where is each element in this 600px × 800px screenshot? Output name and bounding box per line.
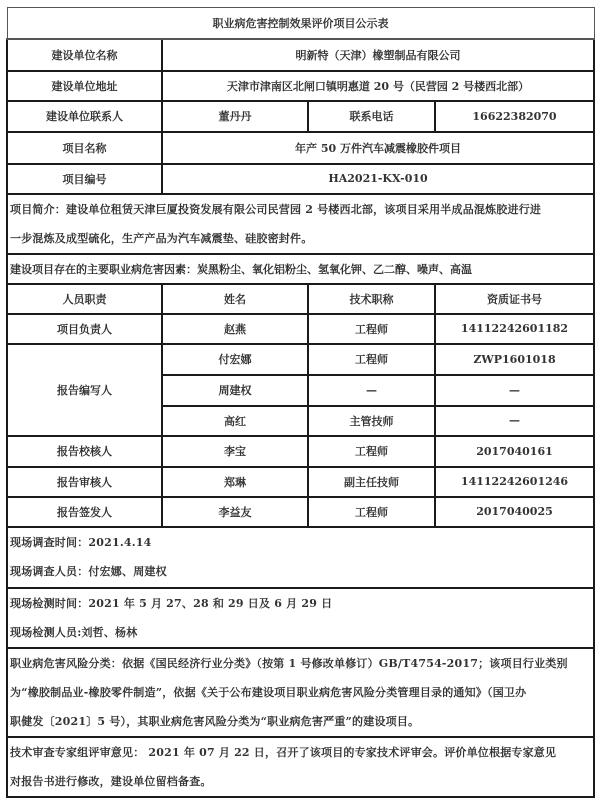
unit-address-label: 建设单位地址: [7, 71, 162, 101]
form-title: 职业病危害控制效果评价项目公示表: [7, 8, 594, 39]
cert-cell: 14112242601246: [435, 467, 594, 497]
detection-row: [7, 588, 594, 648]
project-code-label: 项目编号: [7, 164, 162, 194]
header-cert: 资质证书号: [435, 284, 594, 314]
risk-classification: [7, 648, 594, 737]
name-cell: 李益友: [162, 497, 308, 527]
table-row: [7, 344, 594, 375]
contact-label: 建设单位联系人: [7, 101, 162, 132]
name-cell: 高红: [162, 406, 308, 436]
detection-time: 现场检测时间：2021 年 5 月 27、28 和 29 日及 6 月 29 日: [10, 596, 333, 610]
title-cell: —: [308, 375, 435, 406]
risk-row: [7, 648, 594, 737]
table-row: [7, 497, 594, 527]
review-row: [7, 737, 594, 797]
cert-cell: 2017040025: [435, 497, 594, 527]
form-table: [6, 7, 595, 798]
role-cell: 报告签发人: [7, 497, 162, 527]
hazards-row: [7, 254, 594, 284]
project-name-label: 项目名称: [7, 132, 162, 164]
survey-row: [7, 527, 594, 588]
project-intro-row: [7, 194, 594, 254]
risk-line-3: 职健发〔2021〕5 号），其职业病危害风险分类为“职业病危害严重”的建设项目。: [10, 714, 420, 728]
personnel-header-row: [7, 284, 594, 314]
title-cell: 工程师: [308, 436, 435, 467]
table-row: [7, 436, 594, 467]
table-row: [7, 467, 594, 497]
role-cell: 报告审核人: [7, 467, 162, 497]
project-intro-line-1: 项目简介：建设单位租赁天津巨厦投资发展有限公司民营园 2 号楼西北部，该项目采用半成品混炼胶进行进: [10, 202, 542, 216]
role-cell: 报告编写人: [7, 344, 162, 436]
title-row: [7, 8, 594, 39]
project-intro: [7, 194, 594, 254]
header-name: 姓名: [162, 284, 308, 314]
role-cell: 项目负责人: [7, 314, 162, 344]
detection-info: [7, 588, 594, 648]
project-name-row: [7, 132, 594, 164]
project-code-row: [7, 164, 594, 194]
contact-value: 董丹丹: [162, 101, 308, 132]
unit-name-value: 明新特（天津）橡塑制品有限公司: [162, 39, 594, 71]
name-cell: 李宝: [162, 436, 308, 467]
risk-line-1: 职业病危害风险分类：依据《国民经济行业分类》（按第 1 号修改单修订）GB/T4754-2017；该项目行业类别: [10, 656, 568, 670]
review-line-1: 技术审查专家组评审意见： 2021 年 07 月 22 日，召开了该项目的专家技术评审会。评价单位根据专家意见: [10, 745, 557, 759]
publicity-form: [6, 7, 593, 798]
title-cell: 副主任技师: [308, 467, 435, 497]
role-cell: 报告校核人: [7, 436, 162, 467]
phone-value: 16622382070: [435, 101, 594, 132]
table-row: [7, 314, 594, 344]
expert-review: [7, 737, 594, 797]
review-line-2: 对报告书进行修改，建设单位留档备查。: [10, 774, 212, 788]
cert-cell: 14112242601182: [435, 314, 594, 344]
cert-cell: 2017040161: [435, 436, 594, 467]
header-title: 技术职称: [308, 284, 435, 314]
project-intro-line-2: 一步混炼及成型硫化，生产产品为汽车减震垫、硅胶密封件。: [10, 231, 313, 245]
detection-staff: 现场检测人员:刘哲、杨林: [10, 625, 138, 639]
cert-cell: ZWP1601018: [435, 344, 594, 375]
name-cell: 郑琳: [162, 467, 308, 497]
survey-info: [7, 527, 594, 588]
unit-name-row: [7, 39, 594, 71]
contact-row: [7, 101, 594, 132]
name-cell: 周建权: [162, 375, 308, 406]
phone-label: 联系电话: [308, 101, 435, 132]
title-cell: 主管技师: [308, 406, 435, 436]
hazard-factors: 建设项目存在的主要职业病危害因素：炭黑粉尘、氧化铝粉尘、氢氧化钾、乙二醇、噪声、高温: [7, 254, 594, 284]
title-cell: 工程师: [308, 314, 435, 344]
project-code-value: HA2021-KX-010: [162, 164, 594, 194]
unit-address-row: [7, 71, 594, 101]
unit-name-label: 建设单位名称: [7, 39, 162, 71]
name-cell: 付宏娜: [162, 344, 308, 375]
project-name-value: 年产 50 万件汽车减震橡胶件项目: [162, 132, 594, 164]
risk-line-2: 为“橡胶制品业-橡胶零件制造”，依据《关于公布建设项目职业病危害风险分类管理目录的通知》（国卫办: [10, 685, 527, 699]
unit-address-value: 天津市津南区北闸口镇明惠道 20 号（民营园 2 号楼西北部）: [162, 71, 594, 101]
name-cell: 赵燕: [162, 314, 308, 344]
survey-time: 现场调查时间：2021.4.14: [10, 536, 152, 549]
title-cell: 工程师: [308, 344, 435, 375]
cert-cell: —: [435, 406, 594, 436]
survey-staff: 现场调查人员：付宏娜、周建权: [10, 565, 167, 578]
header-role: 人员职责: [7, 284, 162, 314]
title-cell: 工程师: [308, 497, 435, 527]
cert-cell: —: [435, 375, 594, 406]
